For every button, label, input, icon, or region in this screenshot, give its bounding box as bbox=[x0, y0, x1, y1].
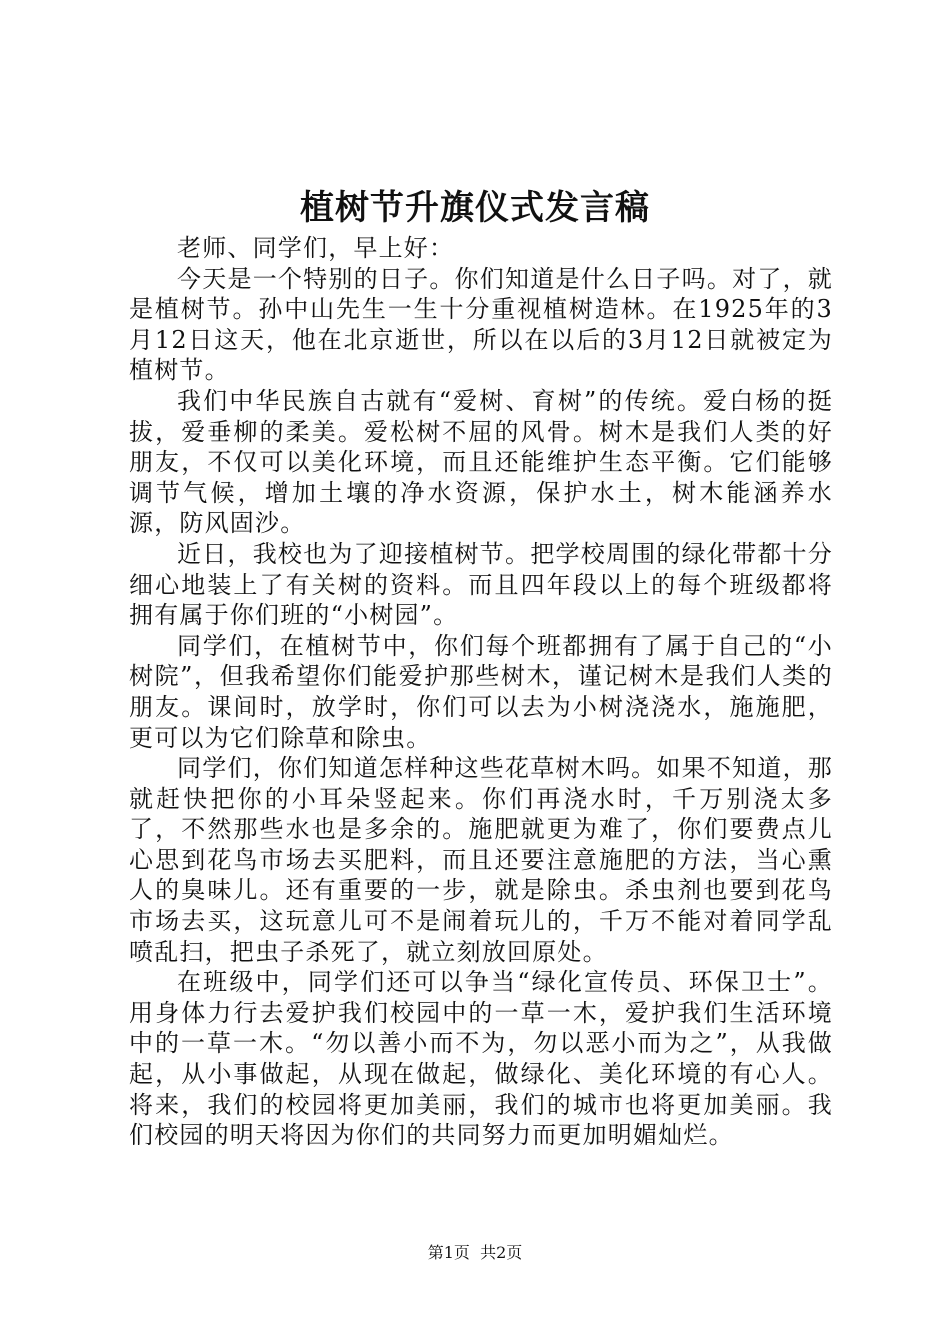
greeting-paragraph: 老师、同学们，早上好： bbox=[177, 234, 455, 262]
document-title: 植树节升旗仪式发言稿 bbox=[300, 188, 650, 228]
paragraph-2: 我们中华民族自古就有“爱树、育树”的传统。爱白杨的挺拔，爱垂柳的柔美。爱松树不屈的风骨。树木是我们人类的好朋友，不仅可以美化环境，而且还能维护生态平衡。它们能够调节气候，增加土壤的净水资源，保护水土，树木能涵养水源，防风固沙。 bbox=[129, 386, 833, 538]
paragraph-5: 同学们，你们知道怎样种这些花草树木吗。如果不知道，那就赶快把你的小耳朵竖起来。你们再浇水时，千万别浇太多了，不然那些水也是多余的。施肥就更为难了，你们要费点儿心思到花鸟市场去买肥料，而且还要注意施肥的方法，当心熏人的臭味儿。还有重要的一步，就是除虫。杀虫剂也要到花鸟市场去买，这玩意儿可不是闹着玩儿的，千万不能对着同学乱喷乱扫，把虫子杀死了，就立刻放回原处。 bbox=[129, 754, 833, 966]
paragraph-6: 在班级中，同学们还可以争当“绿化宣传员、环保卫士”。用身体力行去爱护我们校园中的一草一木，爱护我们生活环境中的一草一木。“勿以善小而不为，勿以恶小而为之”，从我做起，从小事做起，从现在做起，做绿化、美化环境的有心人。将来，我们的校园将更加美丽，我们的城市也将更加美丽。我们校园的明天将因为你们的共同努力而更加明媚灿烂。 bbox=[129, 968, 833, 1150]
paragraph-3: 近日，我校也为了迎接植树节。把学校周围的绿化带都十分细心地装上了有关树的资料。而且四年段以上的每个班级都将拥有属于你们班的“小树园”。 bbox=[129, 539, 833, 630]
paragraph-4: 同学们，在植树节中，你们每个班都拥有了属于自己的“小树院”，但我希望你们能爱护那些树木，谨记树木是我们人类的朋友。课间时，放学时，你们可以去为小树浇浇水，施施肥，更可以为它们除草和除虫。 bbox=[129, 631, 833, 752]
document-body bbox=[129, 233, 833, 1151]
page-number-footer: 第1页 共2页 bbox=[427, 1243, 523, 1262]
paragraph-1: 今天是一个特别的日子。你们知道是什么日子吗。对了，就是植树节。孙中山先生一生十分重视植树造林。在1925年的3月12日这天，他在北京逝世，所以在以后的3月12日就被定为植树节。 bbox=[129, 264, 833, 385]
